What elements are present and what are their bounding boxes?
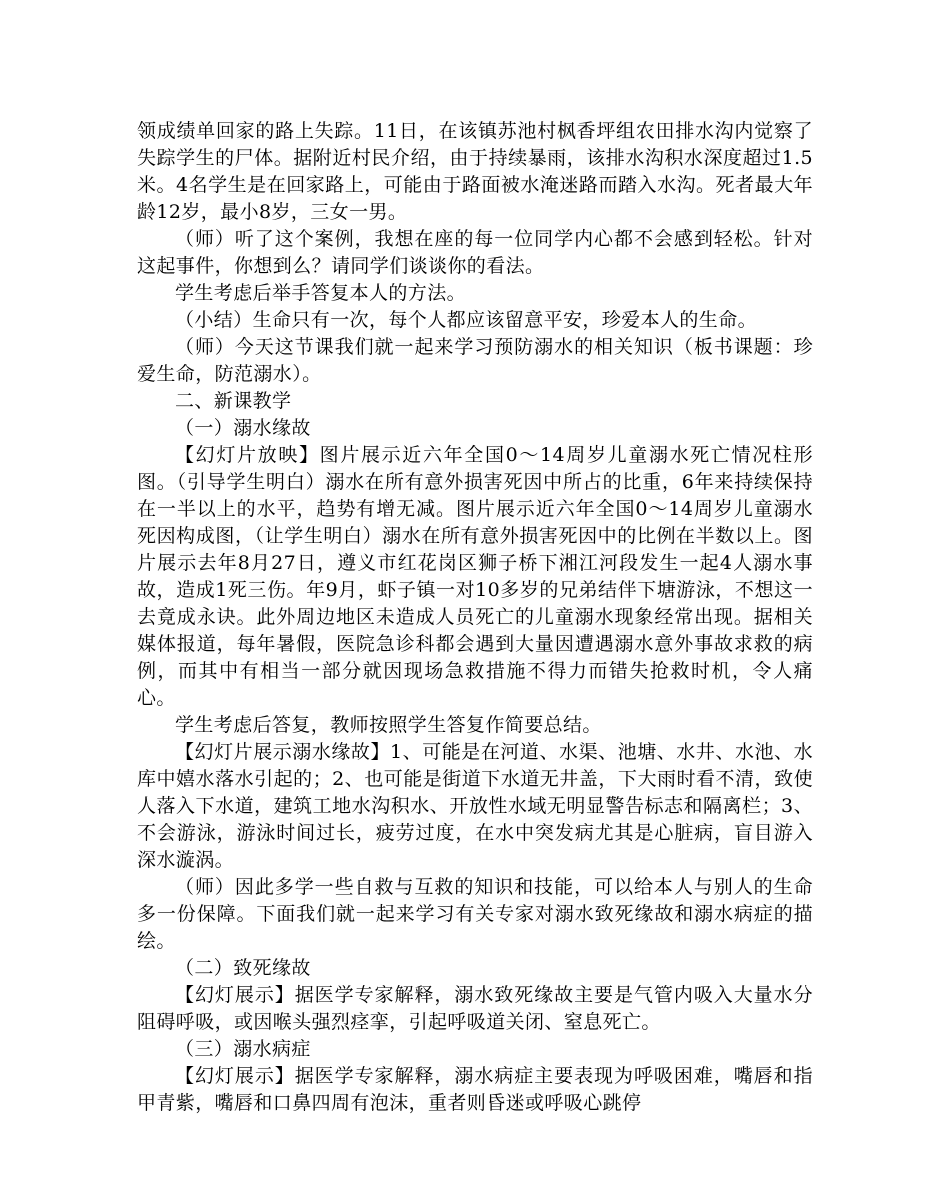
paragraph: 学生考虑后答复，教师按照学生答复作简要总结。	[175, 714, 602, 736]
paragraph: （小结）生命只有一次，每个人都应该留意平安，珍爱本人的生命。	[175, 309, 758, 331]
paragraph: 领成绩单回家的路上失踪。11日，在该镇苏池村枫香坪组农田排水沟内觉察了失踪学生的尸体。据附近村民介绍，由于持续暴雨，该排水沟积水深度超过1.5米。4名学生是在回家路上，可能由于路面被水淹迷路而踏入水沟。死者最大年龄12岁，最小8岁，三女一男。	[137, 120, 813, 223]
paragraph: 【幻灯展示】据医学专家解释，溺水致死缘故主要是气管内吸入大量水分阻碍呼吸，或因喉头强烈痉挛，引起呼吸道关闭、窒息死亡。	[137, 984, 813, 1033]
subsection-heading: （二）致死缘故	[175, 957, 311, 979]
paragraph: 学生考虑后举手答复本人的方法。	[175, 282, 467, 304]
paragraph: （师）今天这节课我们就一起来学习预防溺水的相关知识（板书课题：珍爱生命，防范溺水）。	[137, 336, 813, 385]
section-heading: 二、新课教学	[175, 390, 292, 412]
document-body	[137, 118, 813, 1117]
paragraph: 【幻灯片展示溺水缘故】1、可能是在河道、水渠、池塘、水井、水池、水库中嬉水落水引起的；2、也可能是街道下水道无井盖，下大雨时看不清，致使人落入下水道，建筑工地水沟积水、开放性水域无明显警告标志和隔离栏；3、不会游泳，游泳时间过长，疲劳过度，在水中突发病尤其是心脏病，盲目游入深水漩涡。	[137, 741, 813, 871]
subsection-heading: （一）溺水缘故	[175, 417, 311, 439]
paragraph: 【幻灯片放映】图片展示近六年全国0～14周岁儿童溺水死亡情况柱形图。（引导学生明白）溺水在所有意外损害死因中所占的比重，6年来持续保持在一半以上的水平，趋势有增无减。图片展示近六年全国0～14周岁儿童溺水死因构成图，（让学生明白）溺水在所有意外损害死因中的比例在半数以上。图片展示去年8月27日，遵义市红花岗区狮子桥下湘江河段发生一起4人溺水事故，造成1死三伤。年9月，虾子镇一对10多岁的兄弟结伴下塘游泳，不想这一去竟成永诀。此外周边地区未造成人员死亡的儿童溺水现象经常出现。据相关媒体报道，每年暑假，医院急诊科都会遇到大量因遭遇溺水意外事故求救的病例，而其中有相当一部分就因现场急救措施不得力而错失抢救时机，令人痛心。	[137, 444, 813, 709]
paragraph: 【幻灯展示】据医学专家解释，溺水病症主要表现为呼吸困难，嘴唇和指甲青紫，嘴唇和口鼻四周有泡沫，重者则昏迷或呼吸心跳停	[137, 1065, 813, 1114]
subsection-heading: （三）溺水病症	[175, 1038, 311, 1060]
paragraph: （师）听了这个案例，我想在座的每一位同学内心都不会感到轻松。针对这起事件，你想到么？请同学们谈谈你的看法。	[137, 228, 813, 277]
paragraph: （师）因此多学一些自救与互救的知识和技能，可以给本人与别人的生命多一份保障。下面我们就一起来学习有关专家对溺水致死缘故和溺水病症的描绘。	[137, 876, 813, 952]
